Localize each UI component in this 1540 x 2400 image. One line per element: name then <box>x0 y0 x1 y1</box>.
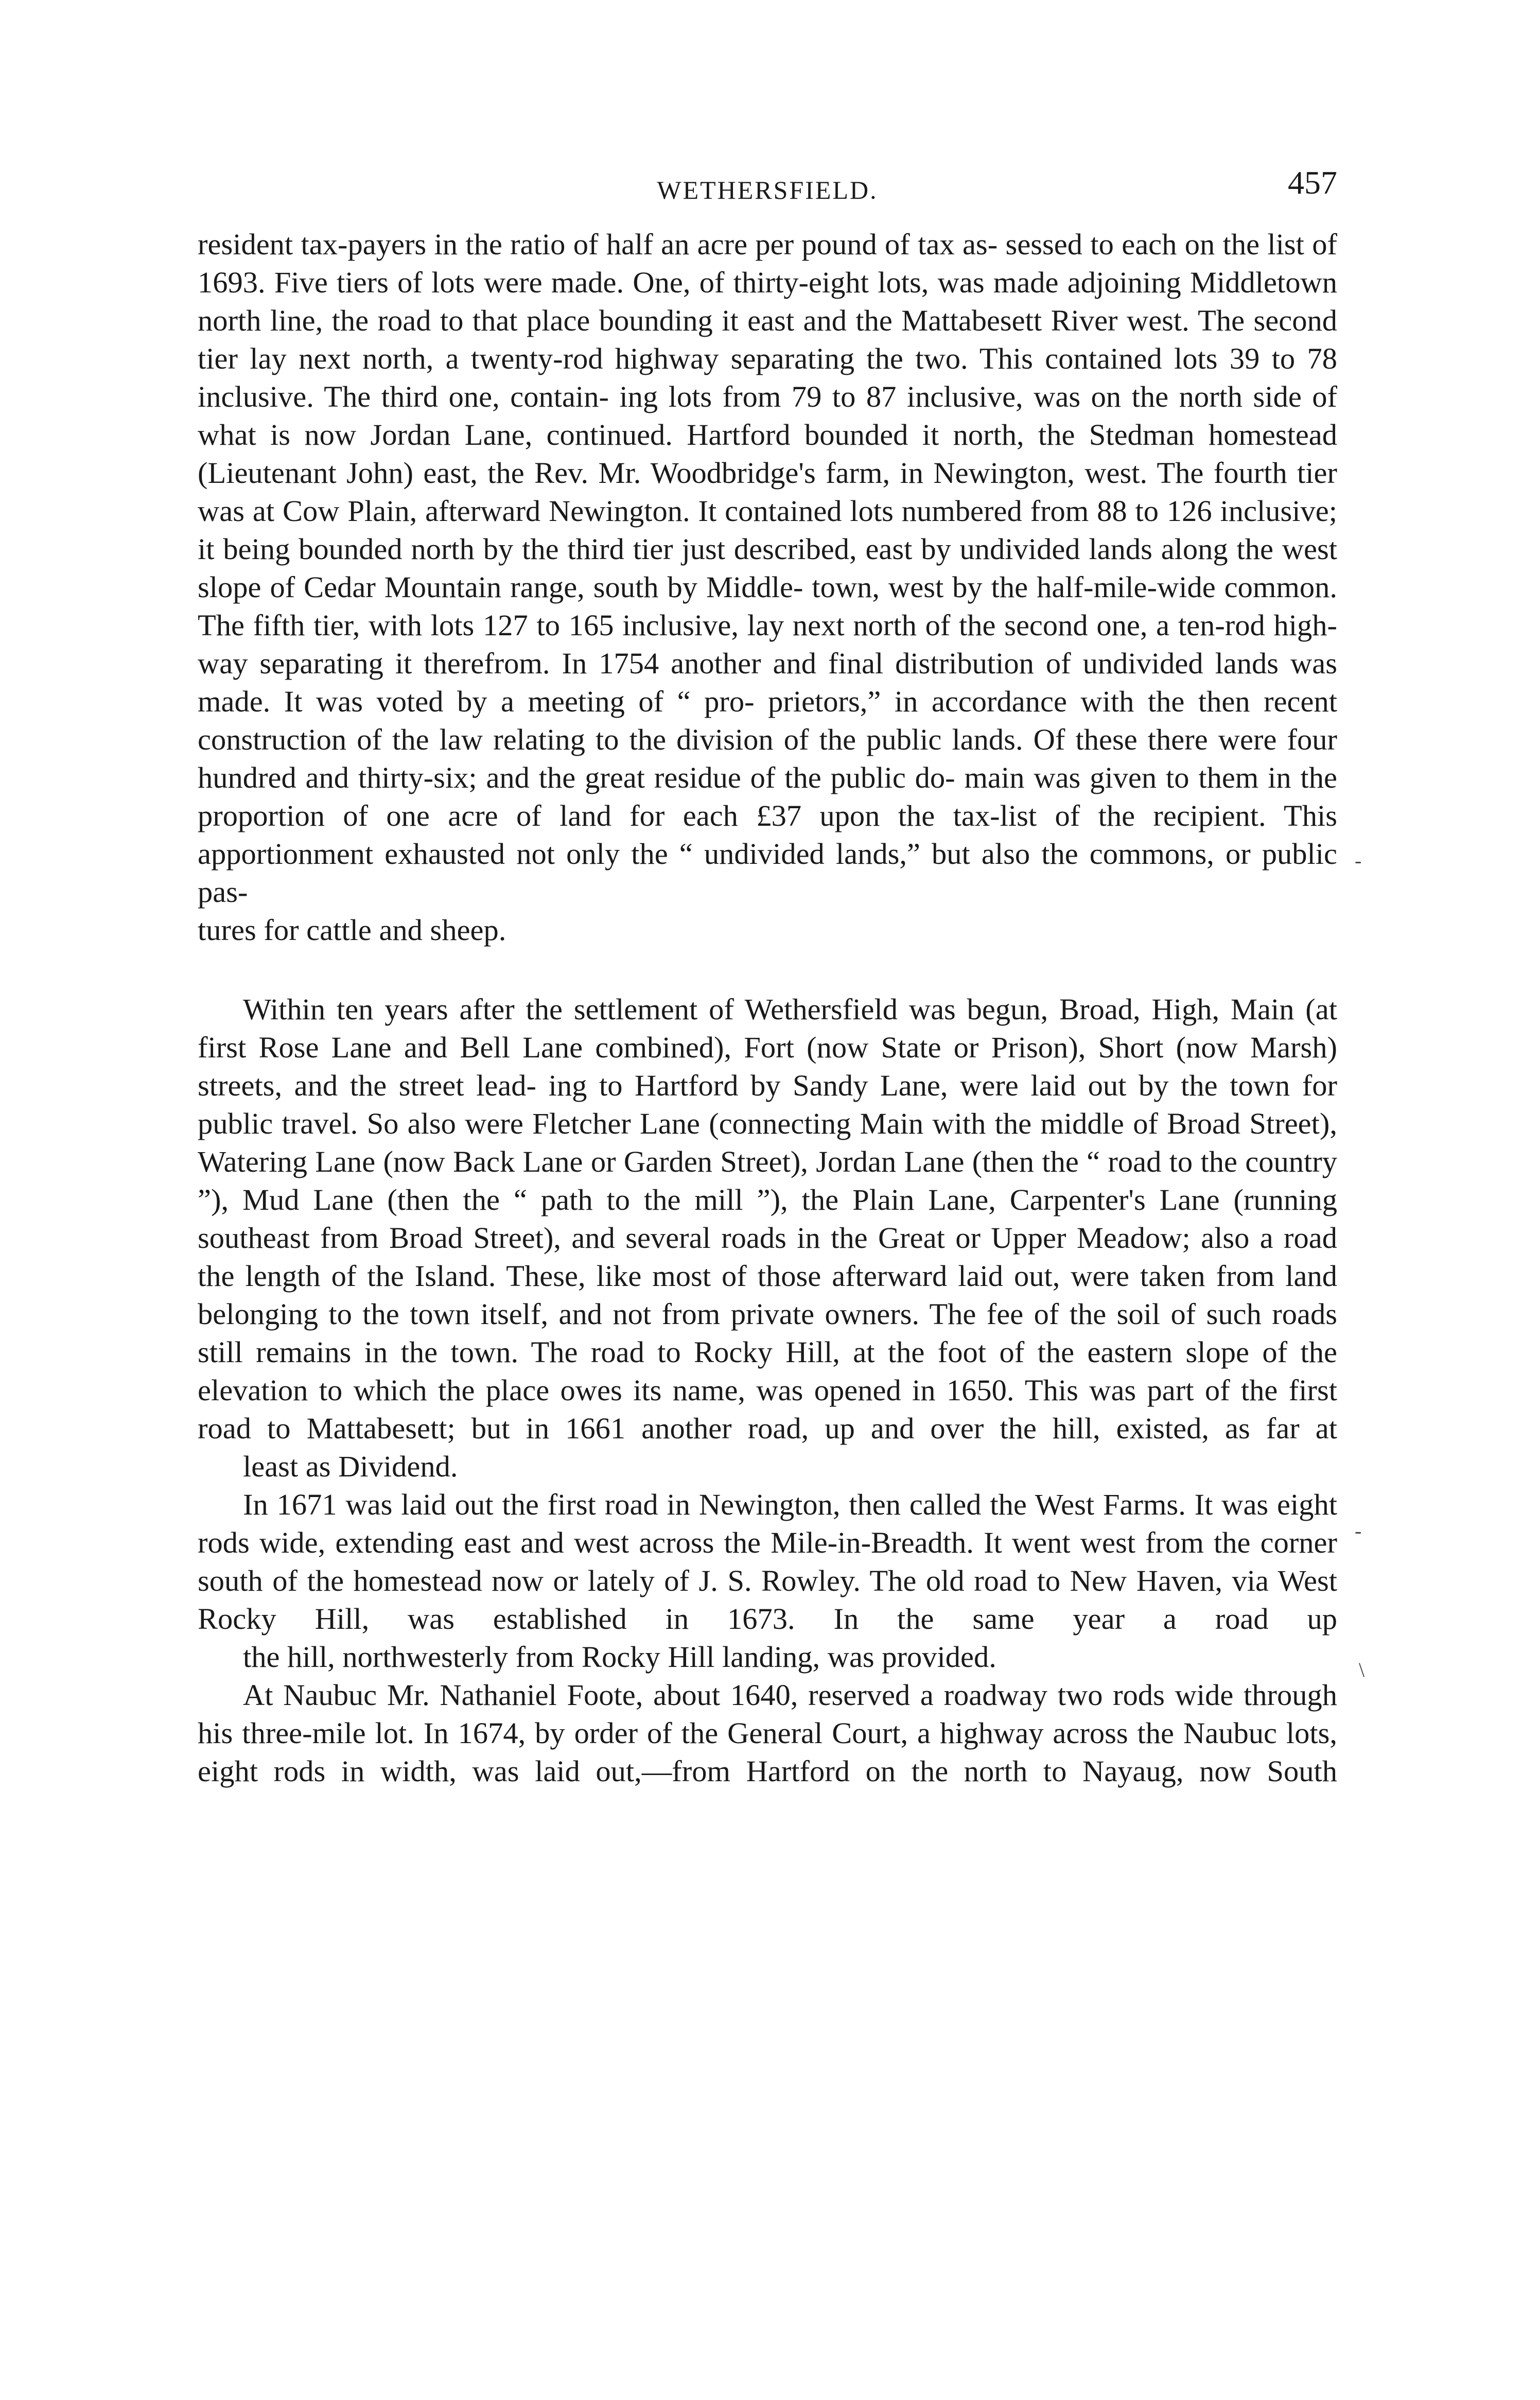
text-line: but in 1661 another road, up and over the hill, existed, as far at <box>471 1412 1338 1445</box>
text-line: was laid out,—from Hartford on the north to Nayaug, now South <box>472 1754 1338 1788</box>
text-line: Farms. It was eight rods wide, extending east and west across the <box>198 1488 1338 1559</box>
text-line: £37 upon the tax-list of the recipient. This apportionment exhausted <box>198 799 1337 871</box>
text-line: town, west by the half-mile-wide common. The fifth tier, with lots <box>198 570 1337 642</box>
text-line: way separating it therefrom. In 1754 another and final distribution <box>198 647 1034 680</box>
text-line-last: least as Dividend. <box>243 1450 458 1483</box>
text-line: law relating to the division of the public lands. Of these there were <box>439 723 1277 756</box>
text-line: not only the “ undivided lands,” but also the commons, or public pas- <box>198 837 1338 909</box>
text-line: southeast from Broad Street), and several roads in the Great or Upper <box>198 1221 1066 1255</box>
text-line: being bounded north by the third tier just described, east by undivided <box>223 532 1080 566</box>
text-line: Jordan Lane, continued. Hartford bounded it north, the Stedman <box>370 418 1195 451</box>
text-line-last: the hill, northwesterly from Rocky Hill landing, was provided. <box>243 1640 996 1674</box>
running-header <box>198 154 1337 211</box>
text-line: prietors,” in accordance with the then recent construction of the <box>198 685 1337 756</box>
text-line: At Naubuc Mr. Nathaniel Foote, about 1640, reserved a roadway <box>243 1678 1047 1712</box>
margin-speck: - <box>1355 849 1362 872</box>
paragraph-naubuc-highway <box>198 1676 1337 1790</box>
text-line: “ path to the mill ”), the Plain Lane, Carpenter's Lane (running <box>513 1183 1337 1216</box>
text-line: ing to Hartford by Sandy Lane, were laid out by the town for public <box>198 1069 1337 1140</box>
text-line: Jordan Lane (then the “ road to the country ”), Mud Lane (then the <box>198 1145 1337 1216</box>
text-line: was opened in 1650. This was part of the first road to Mattabesett; <box>198 1373 1337 1445</box>
body-text <box>198 225 1337 1790</box>
text-line: of undivided lands was made. It was voted by a meeting of “ pro- <box>198 647 1337 718</box>
text-line: itself, and not from private owners. The fee of the soil of such roads <box>480 1297 1338 1331</box>
paragraph-newington-road <box>198 1486 1337 1676</box>
margin-speck: - <box>1355 1519 1362 1542</box>
paragraph-land-distribution <box>198 225 1337 949</box>
text-line: Newington. It contained lots numbered from 88 to 126 inclusive; it <box>198 494 1338 566</box>
text-line: sessed to each on the list of 1693. Five tiers of lots were made. One, <box>198 228 1338 299</box>
text-line: Meadow; also a road the length of the Island. These, like most of <box>198 1221 1337 1293</box>
margin-speck: \ <box>1359 1658 1365 1681</box>
text-line: 127 to 165 inclusive, lay next north of the second one, a ten-rod high- <box>483 608 1337 642</box>
text-line: road to that place bounding it east and the Mattabesett River west. <box>377 304 1189 337</box>
text-line: main was given to them in the proportion of one acre of land for each <box>198 761 1337 832</box>
text-line: those afterward laid out, were taken from land belonging to the town <box>198 1259 1338 1331</box>
text-line: (now State or Prison), Short (now Marsh) streets, and the street lead- <box>198 1031 1338 1102</box>
running-title: WETHERSFIELD. <box>657 176 878 204</box>
text-line: Rocky Hill, was established in 1673. In the same year a road up <box>198 1602 1337 1636</box>
text-line: two rods wide through his three-mile lot. In 1674, by order of the <box>198 1678 1337 1750</box>
text-line: lands along the west slope of Cedar Mountain range, south by Middle- <box>198 532 1338 604</box>
text-line: resident tax-payers in the ratio of half an acre per pound of tax as- <box>198 228 998 261</box>
text-line: ing lots from 79 to 87 inclusive, was on the north side of what is now <box>198 380 1337 451</box>
text-line: homestead (Lieutenant John) east, the Rev. Mr. Woodbridge's farm, <box>198 418 1338 490</box>
text-line: Broad, High, Main (at first Rose Lane and Bell Lane combined), Fort <box>198 993 1337 1064</box>
text-line: two. This contained lots 39 to 78 inclusive. The third one, contain- <box>198 342 1338 413</box>
text-line: The second tier lay next north, a twenty-rod highway separating the <box>198 304 1337 375</box>
text-line: of Broad Street), Watering Lane (now Back Lane or Garden Street), <box>198 1107 1337 1178</box>
text-line: In 1671 was laid out the first road in Newington, then called the West <box>243 1488 1095 1521</box>
text-line: travel. So also were Fletcher Lane (connecting Main with the middle <box>282 1107 1124 1140</box>
text-line: Within ten years after the settlement of Wethersfield was begun, <box>243 993 1048 1026</box>
text-line: now or lately of J. S. Rowley. The old road to New Haven, via West <box>492 1564 1337 1597</box>
text-line: still remains in the town. The road to Rocky Hill, at the foot of <box>198 1335 1025 1369</box>
text-line: four hundred and thirty-six; and the great residue of the public do- <box>198 723 1337 794</box>
book-page <box>198 154 1337 1790</box>
text-line: the eastern slope of the elevation to which the place owes its name, <box>198 1335 1338 1407</box>
text-line: General Court, a highway across the Naubuc lots, eight rods in width, <box>198 1716 1338 1788</box>
text-line: Mile-in-Breadth. It went west from the corner south of the homestead <box>198 1526 1337 1597</box>
paragraph-early-streets <box>198 990 1337 1486</box>
text-line: in Newington, west. The fourth tier was at Cow Plain, afterward <box>198 456 1338 528</box>
text-line: of thirty-eight lots, was made adjoining Middletown north line, the <box>198 266 1338 337</box>
page-number: 457 <box>1288 164 1337 201</box>
text-line-last: tures for cattle and sheep. <box>198 913 506 947</box>
